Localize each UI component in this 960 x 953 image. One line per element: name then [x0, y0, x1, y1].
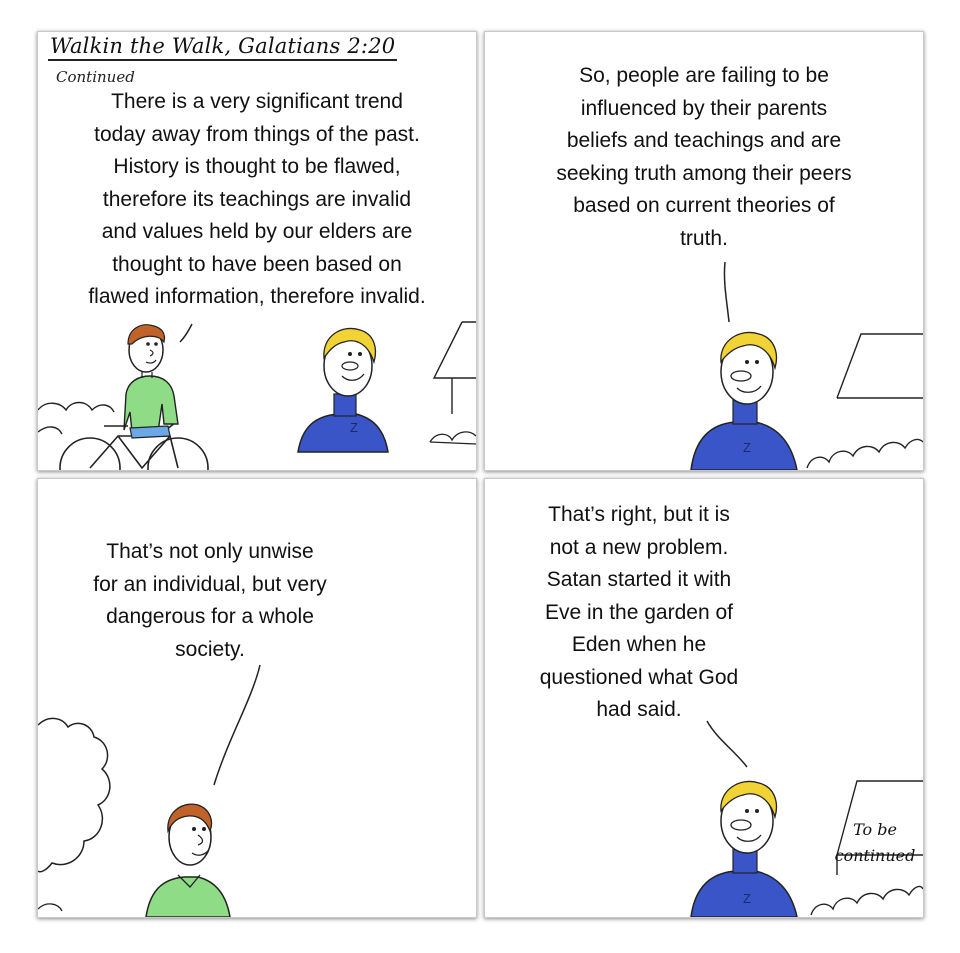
shirt-letter: Z: [350, 420, 358, 435]
blue-shirt: [298, 414, 388, 452]
text-line: had said.: [596, 698, 682, 721]
text-line: and values held by our elders are: [101, 220, 413, 243]
panel-1-text: [38, 86, 476, 314]
text-line: based on current theories of: [573, 194, 835, 217]
text-line: Satan started it with: [546, 568, 732, 591]
text-line: beliefs and teachings and are: [566, 129, 842, 152]
text-line: History is thought to be flawed,: [113, 155, 401, 178]
text-line: There is a very significant trend: [111, 90, 403, 113]
text-line: today away from things of the past.: [94, 122, 420, 146]
house-roof: [837, 334, 923, 398]
text-line: That’s not only unwise: [106, 540, 314, 563]
shirt-letter: Z: [743, 891, 751, 906]
comic-panel-1: [37, 31, 477, 471]
bush-right: [807, 440, 923, 468]
bush-right: [811, 887, 923, 915]
text-line: dangerous for a whole: [106, 605, 314, 628]
text-line: That’s right, but it is: [548, 503, 730, 526]
shirt-letter: Z: [743, 440, 751, 455]
lamp: [434, 322, 476, 414]
text-line: not a new problem.: [549, 535, 729, 559]
text-line: Eden when he: [571, 633, 707, 656]
blue-shirt-man: [298, 328, 388, 452]
blue-shorts: [130, 426, 170, 438]
text-line: influenced by their parents: [580, 96, 828, 120]
bush-left: [38, 403, 114, 435]
speech-tail-3: [214, 665, 260, 785]
speech-tail-4: [707, 721, 747, 767]
text-line: therefore its teachings are invalid: [102, 187, 412, 211]
continued-line: continued: [834, 846, 916, 865]
bush-left: [38, 904, 62, 911]
text-line: questioned what God: [539, 665, 739, 689]
speech-tail-2: [724, 262, 729, 322]
speech-tail-1: [180, 324, 192, 342]
text-line: seeking truth among their peers: [556, 161, 852, 185]
to-be-line: To be: [853, 820, 897, 839]
panel-4-text: [489, 499, 789, 727]
text-line: society.: [175, 637, 245, 661]
panel-3-text: [60, 536, 360, 666]
green-shirt: [146, 877, 230, 917]
continued-label: Continued: [56, 68, 135, 86]
green-shirt: [124, 376, 178, 432]
text-line: So, people are failing to be: [579, 64, 829, 87]
to-be-continued: [823, 817, 924, 869]
text-line: flawed information, therefore invalid.: [88, 285, 426, 308]
text-line: truth.: [680, 226, 728, 250]
text-line: Eve in the garden of: [545, 600, 733, 624]
comic-panel-4: [484, 478, 924, 918]
tree: [38, 718, 110, 871]
blue-shirt-man: [691, 781, 797, 917]
text-line: for an individual, but very: [93, 572, 327, 596]
green-shirt-man: [146, 804, 230, 917]
comic-title: Walkin the Walk, Galatians 2:20: [48, 34, 397, 61]
panel-2-text: [485, 60, 923, 255]
text-line: thought to have been based on: [112, 252, 402, 276]
green-shirt-man: [124, 325, 178, 438]
comic-panel-2: [484, 31, 924, 471]
bush-right: [430, 432, 476, 444]
blue-shirt-man: [691, 332, 797, 470]
comic-panel-3: [37, 478, 477, 918]
